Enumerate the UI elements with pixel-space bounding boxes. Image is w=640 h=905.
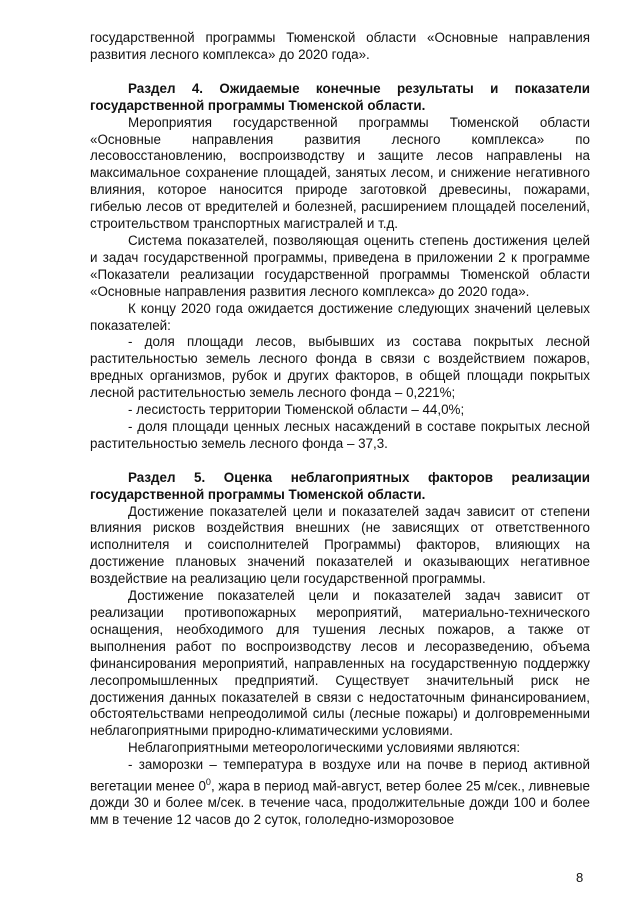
list-item-forest-cover: - лесистость территории Тюменской области – 44,0%; (128, 402, 465, 418)
degree-superscript: 0 (205, 777, 211, 788)
document-page (90, 30, 590, 829)
frosts-text-start: - заморозки – температура в воздухе или на почве в период активной вегетации менее 0 (90, 757, 590, 794)
list-item-frosts (90, 757, 590, 829)
paragraph-implementation-factors: Достижение показателей цели и показателей задач зависит от реализации противопожарных мероприятий, материально-технического оснащения, необходимого для тушения лесных пожаров, а также от выполнения работ по воспроизводству лесов и лесоразведению, объема финансирования мероприятий, направленных на государственную поддержку лесопромышленных предприятий. Существует значительный риск не достижения данных показателей в связи с недостаточным финансированием, обстоятельствами непреодолимой силы (лесные пожары) и долговременными неблагоприятными природно-климатическими условиями. (90, 588, 590, 739)
paragraph-activities: Мероприятия государственной программы Тюменской области «Основные направления развития лесного комплекса» по лесовосстановлению, воспроизводству и защите лесов направлены на максимальное сохранение площадей, занятых лесом, и снижение негативного влияния, которое наносится природе заготовкой древесины, пожарами, гибелью лесов от вредителей и болезней, расширением площадей поселений, строительством транспортных магистралей и т.д. (90, 114, 590, 232)
section-4-heading: Раздел 4. Ожидаемые конечные результаты и показатели государственной программы Тюменской области. (90, 80, 590, 113)
paragraph-indicator-system: Система показателей, позволяющая оценить степень достижения целей и задач государственной программы, приведена в приложении 2 к программе «Показатели реализации государственной программы Тюменской области «Основные направления развития лесного комплекса» до 2020 года». (90, 232, 590, 299)
paragraph-weather-conditions: Неблагоприятными метеорологическими условиями являются: (128, 740, 521, 756)
frosts-text-end: , жара в период май-август, ветер более 25 м/сек., ливневые дожди 30 и более м/сек. в течение часа, продолжительные дожди 100 и более мм в течение 12 часов до 2 суток, гололедно-изморозовое (90, 778, 590, 828)
paragraph-external-risks: Достижение показателей цели и показателей задач зависит от степени влияния рисков воздействия внешних (не зависящих от ответственного исполнителя и соисполнителей Программы) факторов, влияющих на достижение плановых значений показателей и оказывающих негативное воздействие на реализацию цели государственной программы. (90, 503, 590, 587)
page-number: 8 (576, 870, 584, 885)
paragraph-2020-targets: К концу 2020 года ожидается достижение следующих значений целевых показателей: (90, 300, 590, 333)
list-item-valuable-plantations: - доля площади ценных лесных насаждений в составе покрытых лесной растительностью земель лесного фонда – 37,3. (90, 418, 590, 451)
section-5-heading: Раздел 5. Оценка неблагоприятных факторов реализации государственной программы Тюменской области. (90, 469, 590, 502)
paragraph-continuation: государственной программы Тюменской области «Основные направления развития лесного комплекса» до 2020 года». (90, 30, 590, 62)
list-item-forest-share: - доля площади лесов, выбывших из состава покрытых лесной растительностью земель лесного фонда в связи с воздействием пожаров, вредных организмов, рубок и других факторов, в общей площади покрытых лесной растительностью земель лесного фонда – 0,221%; (90, 334, 590, 401)
